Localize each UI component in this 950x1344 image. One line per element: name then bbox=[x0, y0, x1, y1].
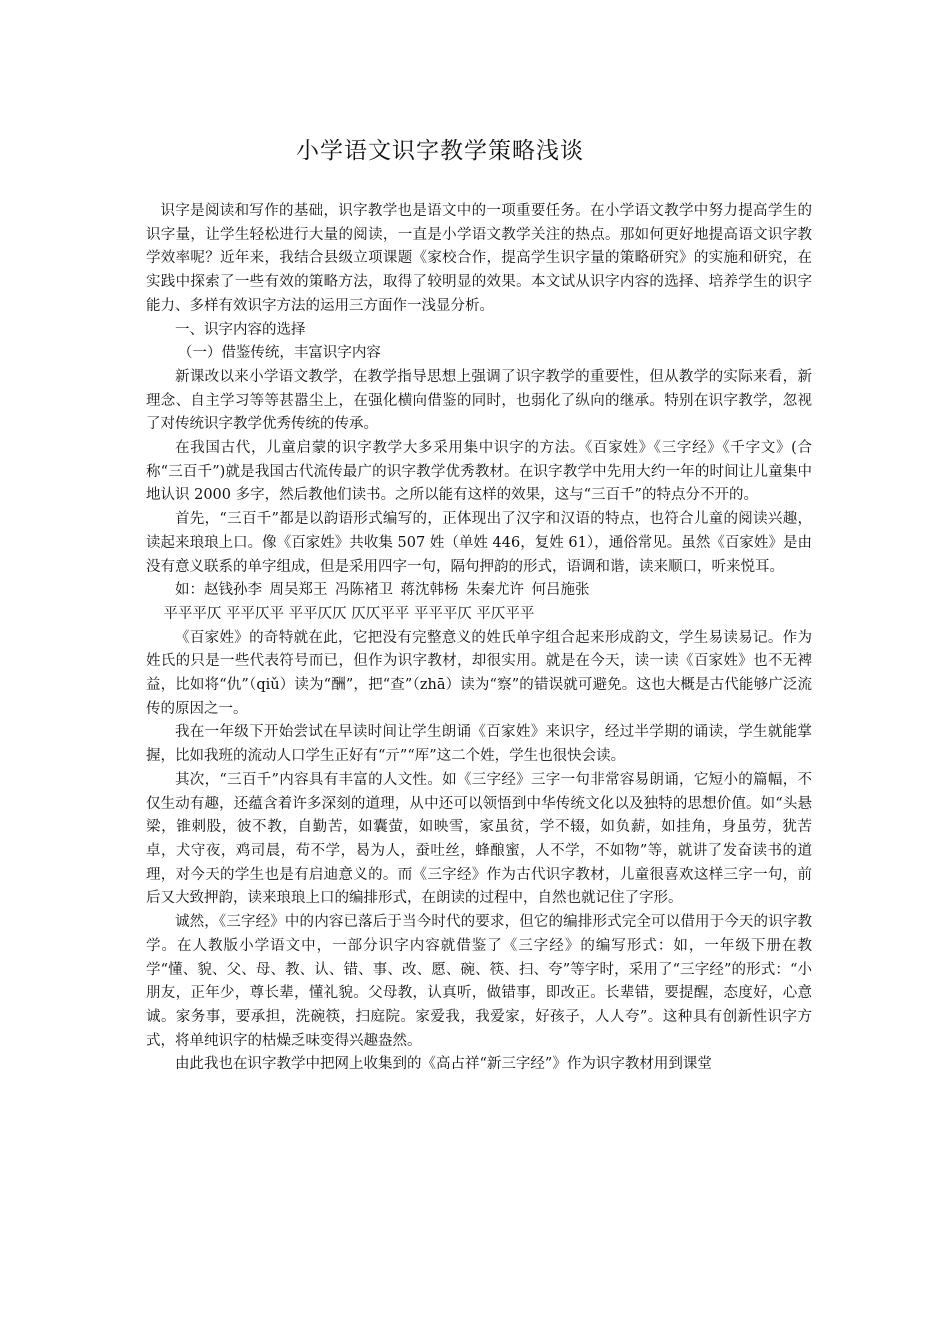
body-paragraph: 新课改以来小学语文教学，在教学指导思想上强调了识字教学的重要性，但从教学的实际来看，新理念、自主学习等等甚嚣尘上，在强化横向借鉴的同时，也弱化了纵向的继承。特别在识字教学，忽视了对传统识字教学优秀传统的传承。 bbox=[146, 368, 812, 433]
surname-example-line: 如：赵钱孙李 周吴郑王 冯陈褚卫 蒋沈韩杨 朱秦尤许 何吕施张 bbox=[175, 582, 590, 599]
body-paragraph: 《百家姓》的奇特就在此，它把没有完整意义的姓氏单字组合起来形成韵文，学生易读易记。作为姓氏的只是一些代表符号而已，但作为识字教材，却很实用。就是在今天，读一读《百家姓》也不无裨益，比如将“仇”（qiǔ）读为“酬”，把“查”（zhā）读为“察”的错误就可避免。这也大概是古代能够广泛流传的原因之一。 bbox=[146, 629, 812, 717]
section-heading-1: 一、识字内容的选择 bbox=[175, 321, 306, 338]
body-paragraph: 由此我也在识字教学中把网上收集到的《高占祥“新三字经”》作为识字教材用到课堂 bbox=[175, 1056, 712, 1073]
body-paragraph: 其次，“三百千”内容具有丰富的人文性。如《三字经》三字一句非常容易朗诵，它短小的篇幅，不仅生动有趣，还蕴含着许多深刻的道理，从中还可以领悟到中华传统文化以及独特的思想价值。如“头悬梁，锥刺股，彼不教，自勤苦，如囊萤，如映雪，家虽贫，学不辍，如负薪，如挂角，身虽劳，犹苦卓，犬守夜，鸡司晨，苟不学，曷为人，蚕吐丝，蜂酿蜜，人不学，不如物”等，就讲了发奋读书的道理，对今天的学生也是有启迪意义的。而《三字经》作为古代识字教材，儿童很喜欢这样三字一句，前后又大致押韵，读来琅琅上口的编排形式，在朗读的过程中，自然也就记住了字形。 bbox=[146, 771, 812, 907]
tone-pattern-line: 平平平仄 平平仄平 平平仄仄 仄仄平平 平平平仄 平仄平平 bbox=[163, 605, 535, 622]
intro-paragraph: 识字是阅读和写作的基础，识字教学也是语文中的一项重要任务。在小学语文教学中努力提高学生的识字量，让学生轻松进行大量的阅读，一直是小学语文教学关注的热点。那如何更好地提高语文识字教学效率呢？近年来，我结合县级立项课题《家校合作，提高学生识字量的策略研究》的实施和研究，在实践中探索了一些有效的策略方法，取得了较明显的效果。本文试从识字内容的选择、培养学生的识字能力、多样有效识字方法的运用三方面作一浅显分析。 bbox=[146, 203, 812, 314]
body-paragraph: 我在一年级下开始尝试在早读时间让学生朗诵《百家姓》来识字，经过半学期的诵读，学生就能掌握，比如我班的流动人口学生正好有“亓”“厍”这二个姓，学生也很快会读。 bbox=[146, 724, 812, 765]
body-paragraph: 在我国古代，儿童启蒙的识字教学大多采用集中识字的方法。《百家姓》《三字经》《千字文》(合称“三百千”)就是我国古代流传最广的识字教学优秀教材。在识字教学中先用大约一年的时间让儿童集中地认识 2000 多字，然后教他们读书。之所以能有这样的效果，这与“三百千”的特点分不开的。 bbox=[146, 440, 812, 504]
body-paragraph: 诚然，《三字经》中的内容已落后于当今时代的要求，但它的编排形式完全可以借用于今天的识字教学。在人教版小学语文中，一部分识字内容就借鉴了《三字经》的编写形式：如，一年级下册在教学“懂、貌、父、母、教、认、错、事、改、愿、碗、筷、扫、夸”等字时，采用了“三字经”的形式：“小朋友，正年少，尊长辈，懂礼貌。父母教，认真听，做错事，即改正。长辈错，要提醒，态度好，心意诚。家务事，要承担，洗碗筷，扫庭院。家爱我，我爱家，好孩子，人人夸”。这种具有创新性识字方式，将单纯识字的枯燥乏味变得兴趣盎然。 bbox=[146, 914, 812, 1049]
subsection-heading-1: （一）借鉴传统，丰富识字内容 bbox=[177, 345, 381, 362]
document-body bbox=[146, 200, 812, 1077]
body-paragraph: 首先，“三百千”都是以韵语形式编写的，正体现出了汉字和汉语的特点，也符合儿童的阅读兴趣，读起来琅琅上口。像《百家姓》共收集 507 姓（单姓 446，复姓 61），通俗常见。虽然《百家姓》是由没有意义联系的单字组成，但是采用四字一句，隔句押韵的形式，语调和谐，读来顺口，听来悦耳。 bbox=[146, 511, 812, 575]
document-title: 小学语文识字教学策略浅谈 bbox=[296, 138, 584, 164]
